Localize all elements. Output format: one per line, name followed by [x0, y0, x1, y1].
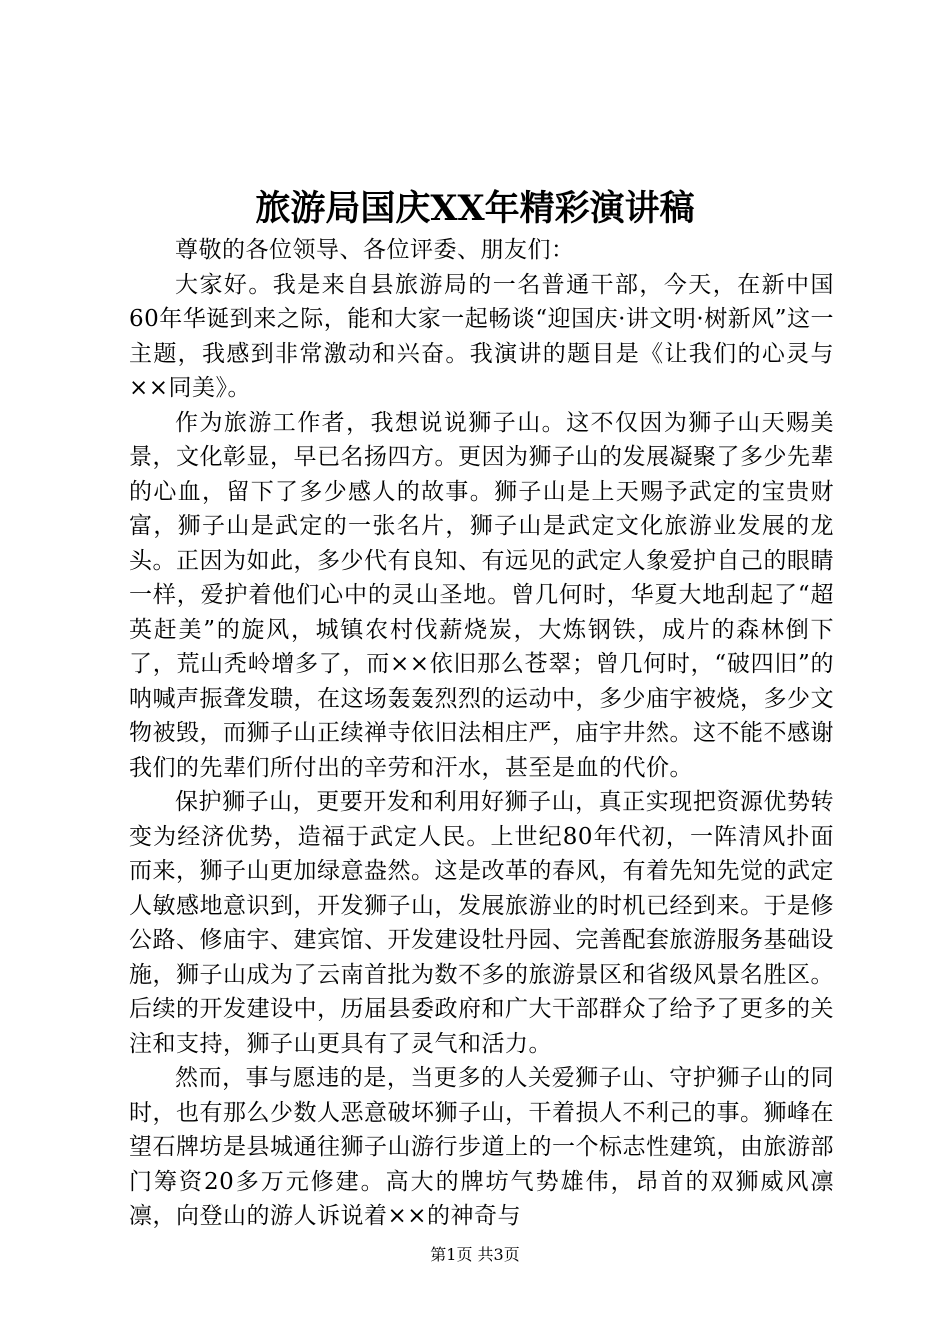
body-paragraph: 保护狮子山，更要开发和利用好狮子山，真正实现把资源优势转变为经济优势，造福于武定人民。上世纪80年代初，一阵清风扑面而来，狮子山更加绿意盎然。这是改革的春风，有着先知先觉的武定人敏感地意识到，开发狮子山，发展旅游业的时机已经到来。于是修公路、修庙宇、建宾馆、开发建设牡丹园、完善配套旅游服务基础设施，狮子山成为了云南首批为数不多的旅游景区和省级风景名胜区。后续的开发建设中，历届县委政府和广大干部群众了给予了更多的关注和支持，狮子山更具有了灵气和活力。 — [129, 789, 834, 1057]
body-paragraph: 大家好。我是来自县旅游局的一名普通干部，今天，在新中国60年华诞到来之际，能和大家一起畅谈“迎国庆·讲文明·树新风”这一主题，我感到非常激动和兴奋。我演讲的题目是《让我们的心灵与××同美》。 — [129, 271, 834, 401]
document-title: 旅游局国庆XX年精彩演讲稿 — [255, 188, 695, 229]
page-number-footer: 第1页 共3页 — [430, 1245, 520, 1264]
body-paragraph: 作为旅游工作者，我想说说狮子山。这不仅因为狮子山天赐美景，文化彰显，早已名扬四方。更因为狮子山的发展凝聚了多少先辈的心血，留下了多少感人的故事。狮子山是上天赐予武定的宝贵财富，狮子山是武定的一张名片，狮子山是武定文化旅游业发展的龙头。正因为如此，多少代有良知、有远见的武定人象爱护自己的眼睛一样，爱护着他们心中的灵山圣地。曾几何时，华夏大地刮起了“超英赶美”的旋风，城镇农村伐薪烧炭，大炼钢铁，成片的森林倒下了，荒山秃岭增多了，而××依旧那么苍翠；曾几何时，“破四旧”的呐喊声振聋发聩，在这场轰轰烈烈的运动中，多少庙宇被烧，多少文物被毁，而狮子山正续禅寺依旧法相庄严，庙宇井然。这不能不感谢我们的先辈们所付出的辛劳和汗水，甚至是血的代价。 — [129, 409, 834, 781]
document-body — [129, 233, 834, 1234]
salutation-paragraph: 尊敬的各位领导、各位评委、朋友们： — [175, 237, 575, 263]
body-paragraph: 然而，事与愿违的是，当更多的人关爱狮子山、守护狮子山的同时，也有那么少数人恶意破坏狮子山，干着损人不利己的事。狮峰在望石牌坊是县城通往狮子山游行步道上的一个标志性建筑，由旅游部门筹资20多万元修建。高大的牌坊气势雄伟，昂首的双狮威风凛凛，向登山的游人诉说着××的神奇与 — [129, 1065, 834, 1229]
